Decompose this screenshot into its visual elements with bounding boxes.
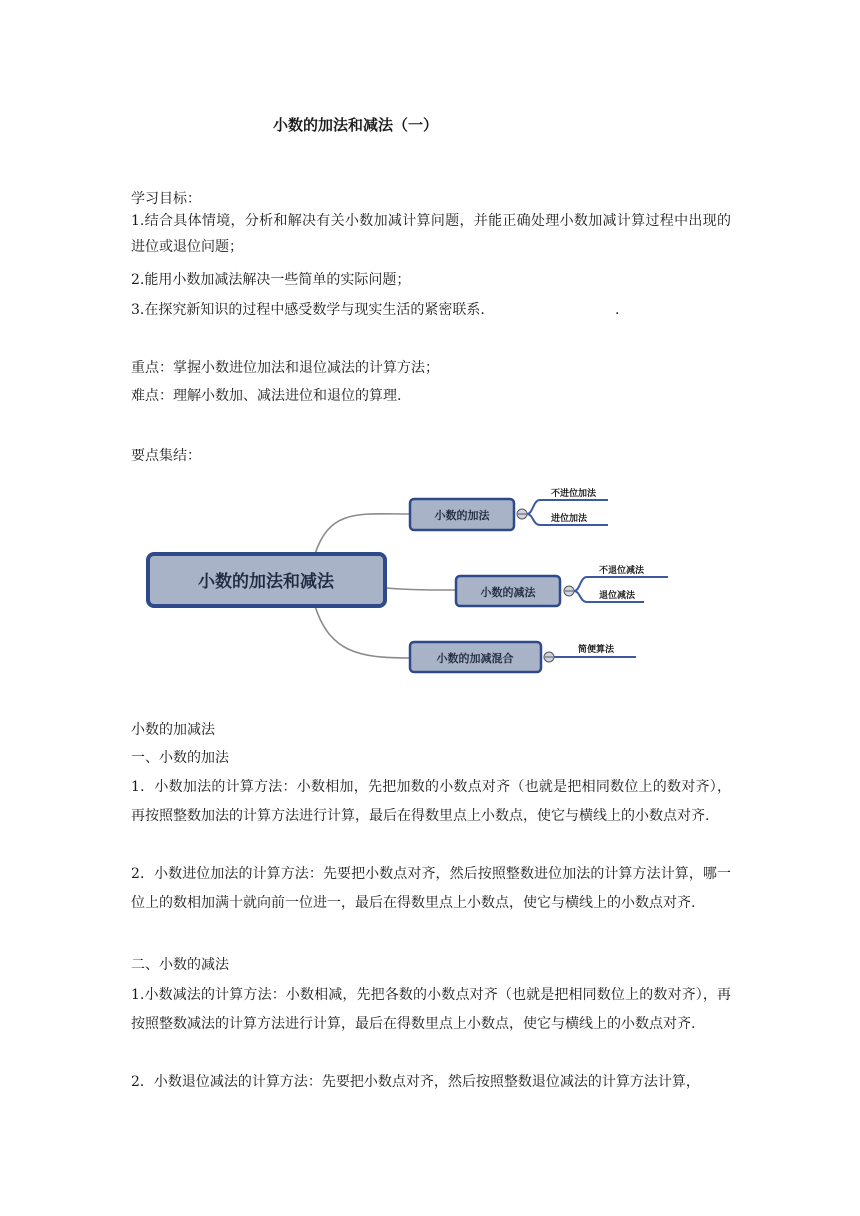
mindmap-leaf-1-1: 不进位加法 (551, 489, 597, 499)
mindmap-leaf-3-1: 简便算法 (578, 645, 615, 655)
branch-line-2 (386, 588, 456, 590)
key-point: 重点：掌握小数进位加法和退位减法的计算方法； (131, 360, 439, 376)
leaf-line-2-1 (574, 577, 668, 591)
mindmap-leaf-2-2: 退位减法 (599, 591, 636, 601)
page-title: 小数的加法和减法（一） (273, 116, 439, 134)
objectives-heading: 学习目标： (131, 191, 201, 207)
difficulty: 难点：理解小数加、减法进位和退位的算理. (131, 388, 402, 404)
mindmap-root-label: 小数的加法和减法 (198, 572, 334, 592)
content-heading: 小数的加减法 (131, 722, 215, 738)
section-2-title: 二、小数的减法 (131, 957, 229, 973)
mindmap-branch-label-2: 小数的减法 (480, 586, 536, 599)
mindmap-branch-label-1: 小数的加法 (434, 509, 490, 522)
section-1-paragraph-1: 1．小数加法的计算方法：小数相加，先把加数的小数点对齐（也就是把相同数位上的数对齐），再按照整数加法的计算方法进行计算，最后在得数里点上小数点，使它与横线上的小数点对齐. (131, 779, 731, 824)
section-1-paragraph-2: 2．小数进位加法的计算方法：先要把小数点对齐，然后按照整数进位加法的计算方法计算，哪一位上的数相加满十就向前一位进一，最后在得数里点上小数点，使它与横线上的小数点对齐. (131, 866, 731, 911)
section-1-title: 一、小数的加法 (131, 750, 229, 766)
section-2-paragraph-2: 2．小数退位减法的计算方法：先要把小数点对齐，然后按照整数退位减法的计算方法计算， (131, 1074, 700, 1090)
leaf-line-1-1 (527, 500, 608, 514)
summary-heading: 要点集结： (131, 448, 201, 464)
branch-line-3 (315, 606, 410, 658)
section-2-paragraph-1: 1.小数减法的计算方法：小数相减，先把各数的小数点对齐（也就是把相同数位上的数对齐），再按照整数减法的计算方法进行计算，最后在得数里点上小数点，使它与横线上的小数点对齐. (131, 987, 731, 1032)
branch-line-1 (315, 514, 410, 554)
objective-item-1: 1.结合具体情境，分析和解决有关小数加减计算问题，并能正确处理小数加减计算过程中出现的进位或退位问题； (131, 213, 731, 255)
mindmap-leaf-1-2: 进位加法 (551, 514, 588, 524)
objective-stray-dot: . (615, 302, 620, 318)
mindmap-branch-label-3: 小数的加减混合 (436, 652, 514, 665)
objective-item-3: 3.在探究新知识的过程中感受数学与现实生活的紧密联系. (131, 302, 485, 318)
objective-item-2: 2.能用小数加减法解决一些简单的实际问题； (131, 272, 411, 288)
mindmap-leaf-2-1: 不退位减法 (599, 566, 645, 576)
mindmap-diagram (140, 478, 680, 688)
